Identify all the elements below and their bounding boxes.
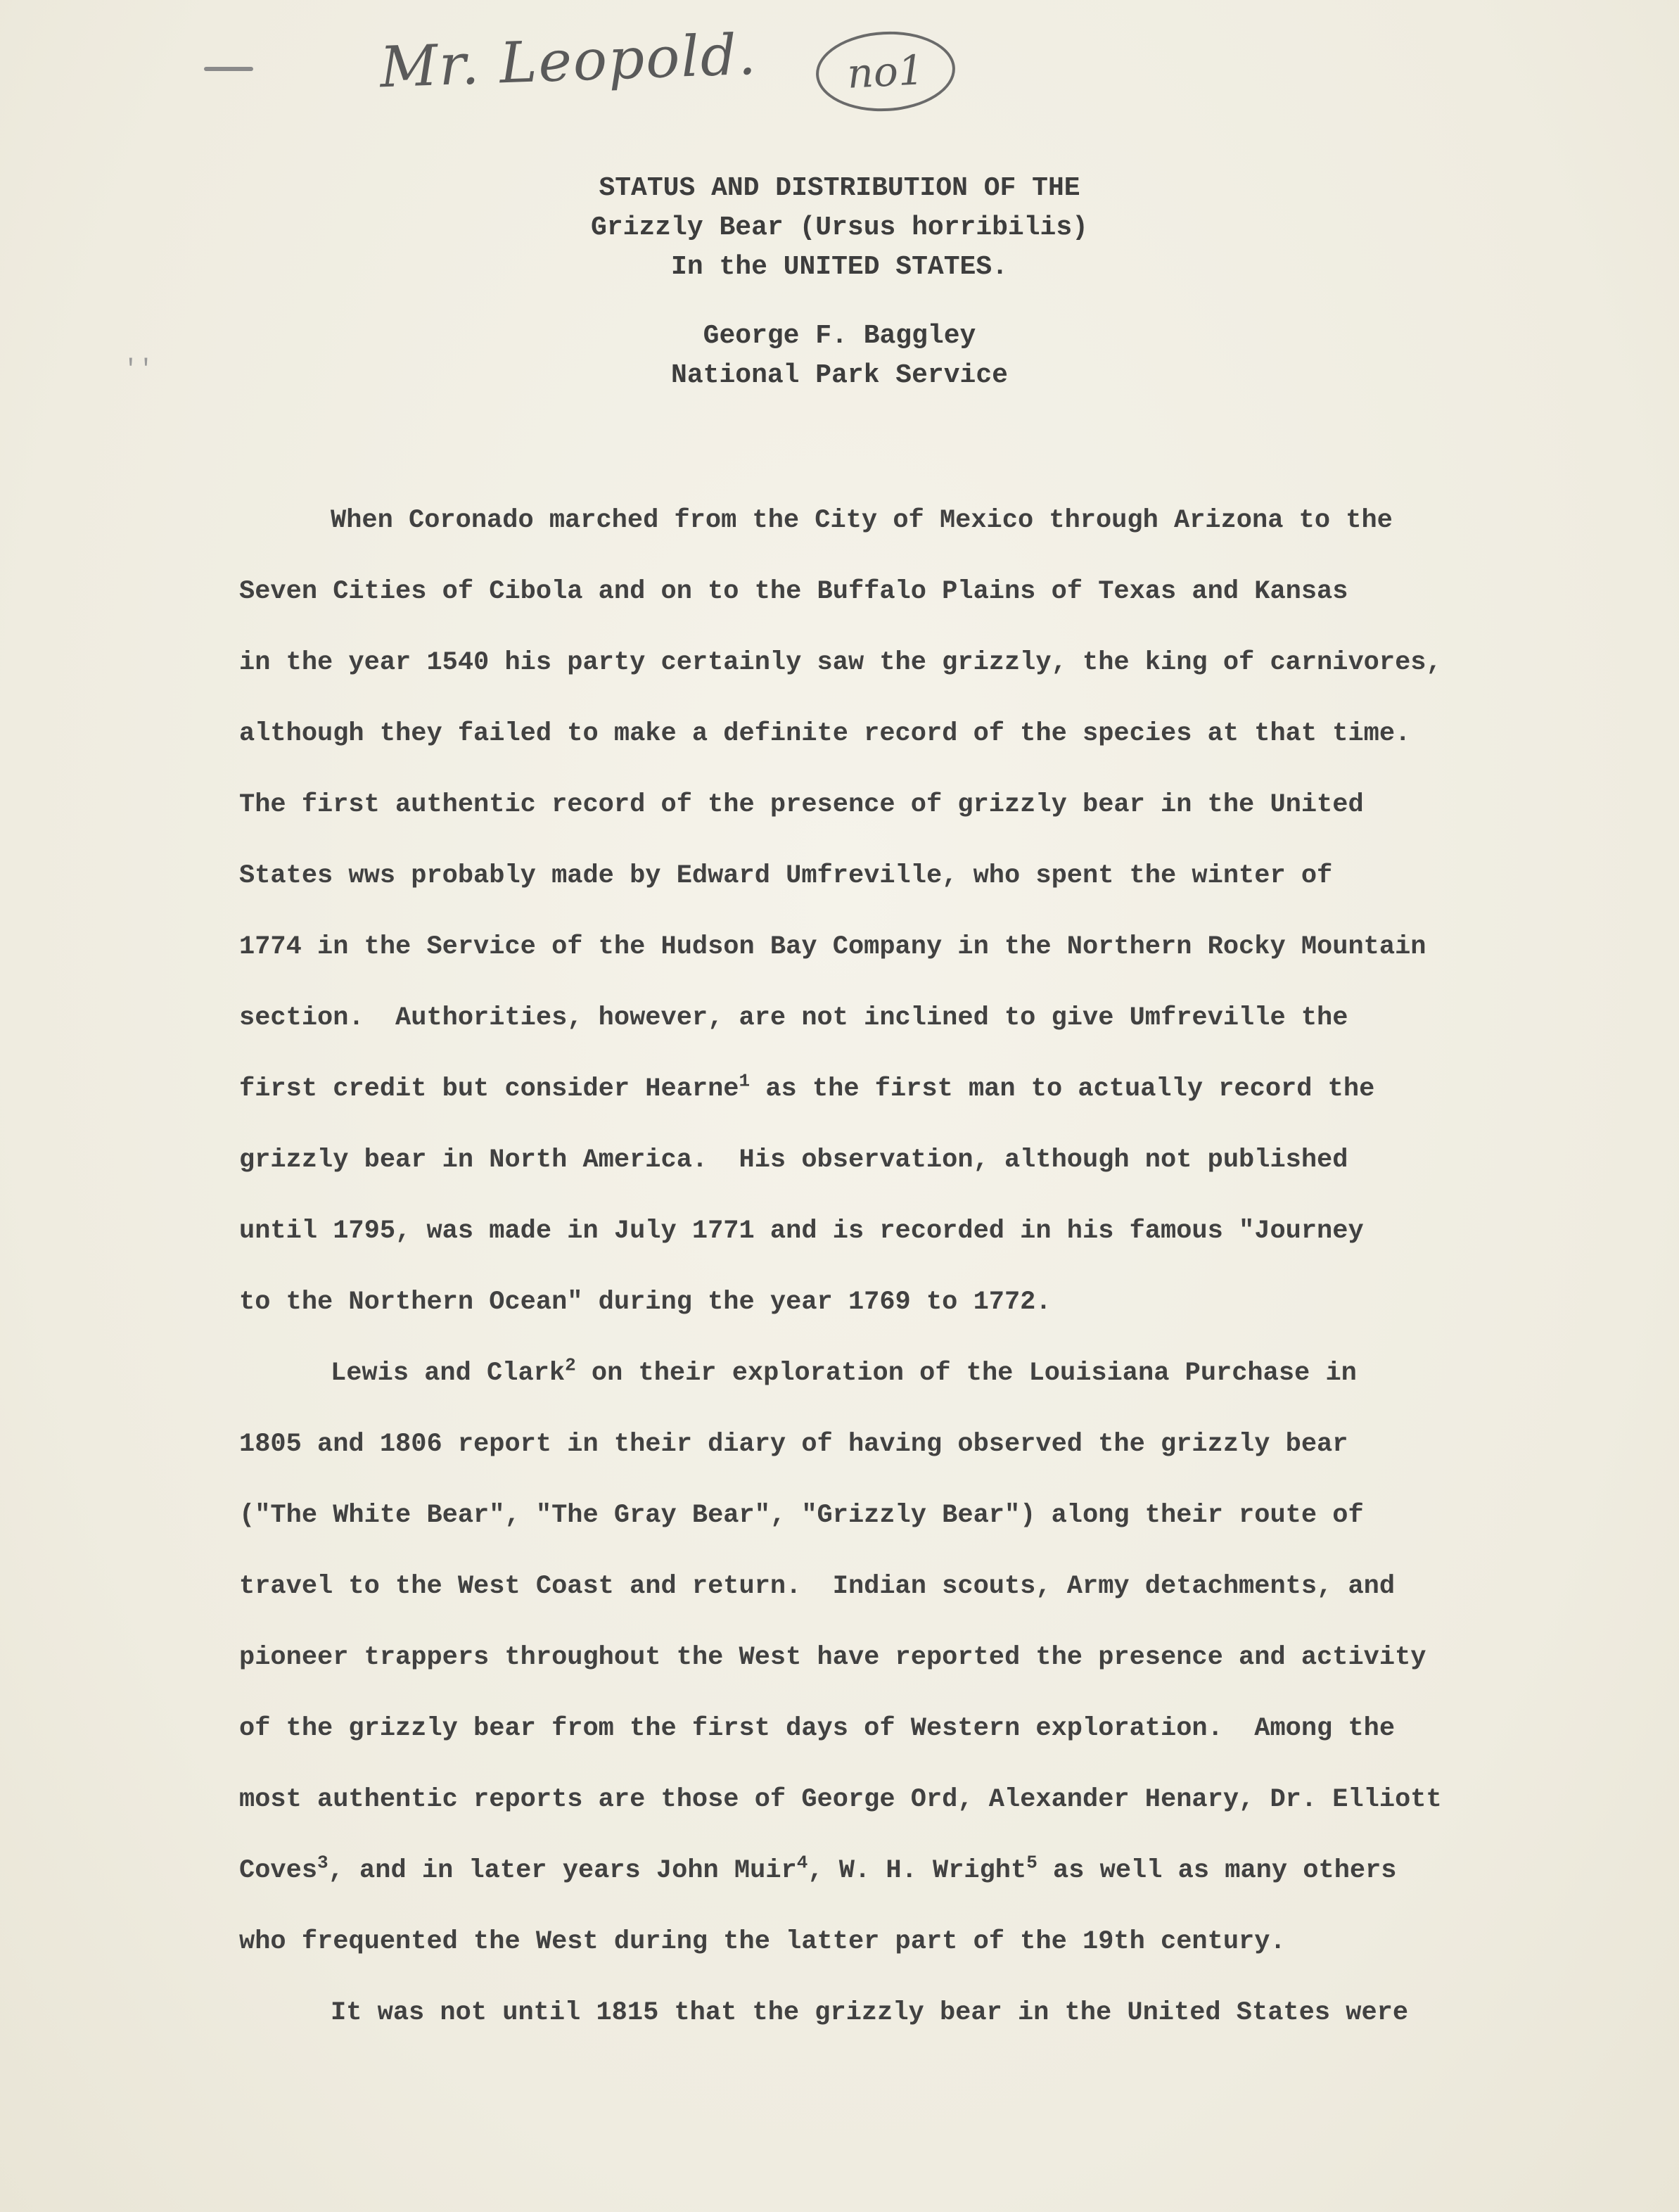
text-line: in the year 1540 his party certainly saw the grizzly, the king of carnivores, [239, 648, 1442, 678]
document-title [0, 169, 1679, 287]
text-segment: , W. H. Wright [807, 1856, 1027, 1886]
text-line [239, 1054, 1632, 1125]
text-segment: Lewis and Clark [331, 1359, 566, 1388]
text-segment: on their exploration of the Louisiana Purchase in [575, 1359, 1357, 1388]
text-line: The first authentic record of the presence of grizzly bear in the United [239, 790, 1364, 820]
margin-pen-mark [204, 67, 253, 71]
text-line: 1774 in the Service of the Hudson Bay Company in the Northern Rocky Mountain [239, 932, 1426, 962]
author-name: George F. Baggley [703, 321, 976, 351]
margin-smudge: ′′ [123, 355, 154, 384]
text-segment: as well as many others [1037, 1856, 1397, 1886]
text-line: who frequented the West during the latter part of the 19th century. [239, 1927, 1286, 1957]
text-line: of the grizzly bear from the first days of Western exploration. Among the [239, 1714, 1396, 1743]
text-line: until 1795, was made in July 1771 and is recorded in his famous "Journey [239, 1216, 1364, 1246]
text-line: Seven Cities of Cibola and on to the Buffalo Plains of Texas and Kansas [239, 577, 1348, 606]
text-line: It was not until 1815 that the grizzly bear in the United States were [331, 1998, 1409, 2028]
text-segment: Coves [239, 1856, 318, 1886]
footnote-ref: 1 [739, 1070, 751, 1092]
handwritten-note-text: no1 [845, 45, 926, 98]
text-line: When Coronado marched from the City of Mexico through Arizona to the [331, 506, 1393, 535]
text-line: although they failed to make a definite record of the species at that time. [239, 719, 1411, 749]
title-line-3: In the UNITED STATES. [671, 252, 1008, 282]
text-segment: first credit but consider Hearne [239, 1074, 739, 1104]
footnote-ref: 4 [796, 1852, 808, 1874]
title-line-2: Grizzly Bear (Ursus horribilis) [591, 212, 1088, 243]
footnote-ref: 3 [317, 1852, 328, 1874]
text-line: pioneer trappers throughout the West have reported the presence and activity [239, 1643, 1426, 1672]
author-block [0, 317, 1679, 395]
text-line [239, 1836, 1632, 1907]
title-line-1: STATUS AND DISTRIBUTION OF THE [599, 173, 1080, 203]
author-organization: National Park Service [671, 360, 1008, 390]
footnote-ref: 2 [565, 1354, 576, 1376]
text-line: section. Authorities, however, are not inclined to give Umfreville the [239, 1003, 1348, 1033]
text-segment: , and in later years John Muir [328, 1856, 797, 1886]
text-line: to the Northern Ocean" during the year 1769 to 1772. [239, 1288, 1052, 1317]
handwritten-circled-note [814, 28, 957, 115]
text-line: grizzly bear in North America. His observation, although not published [239, 1145, 1348, 1175]
text-line: ("The White Bear", "The Gray Bear", "Grizzly Bear") along their route of [239, 1501, 1364, 1530]
text-line: 1805 and 1806 report in their diary of having observed the grizzly bear [239, 1430, 1348, 1459]
body-text [239, 485, 1632, 2049]
text-line: travel to the West Coast and return. Indian scouts, Army detachments, and [239, 1572, 1396, 1601]
footnote-ref: 5 [1026, 1852, 1038, 1874]
handwritten-name: Mr. Leopold. [378, 21, 758, 101]
text-line [239, 1338, 1632, 1409]
text-segment: as the first man to actually record the [750, 1074, 1375, 1104]
text-line: most authentic reports are those of George Ord, Alexander Henary, Dr. Elliott [239, 1785, 1442, 1814]
text-line: States wws probably made by Edward Umfreville, who spent the winter of [239, 861, 1333, 891]
